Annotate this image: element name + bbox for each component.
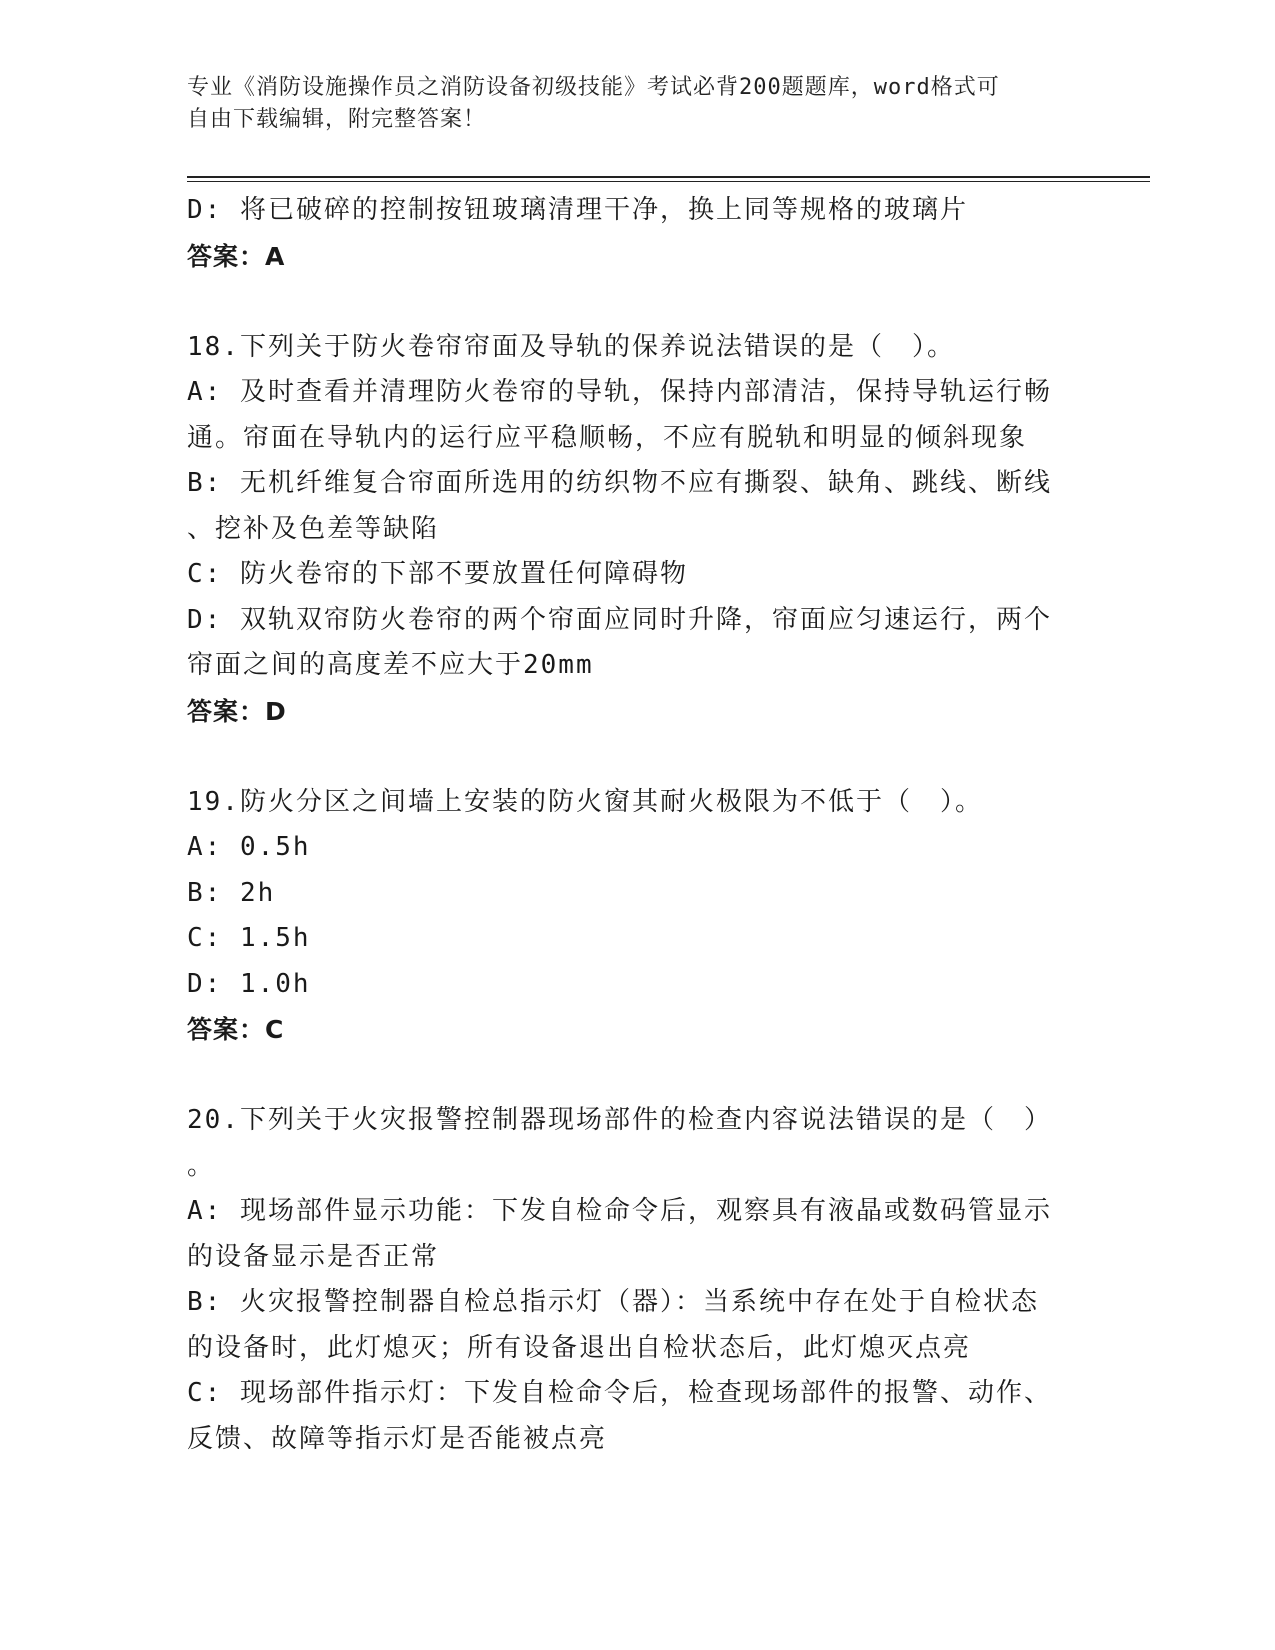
- option-d: D: 双轨双帘防火卷帘的两个帘面应同时升降，帘面应匀速运行，两个: [187, 604, 1052, 635]
- option-d: D: 将已破碎的控制按钮玻璃清理干净，换上同等规格的玻璃片: [187, 195, 968, 225]
- header-rule-thick: [187, 176, 1150, 178]
- spacer: [187, 279, 1087, 325]
- page-header: [187, 72, 1067, 136]
- spacer: [187, 734, 1087, 780]
- question-19: [187, 780, 1087, 1053]
- option-b: B: 火灾报警控制器自检总指示灯（器）：当系统中存在处于自检状态: [187, 1287, 1039, 1317]
- question-18: [187, 325, 1087, 735]
- option-c: C: 1.5h: [187, 923, 311, 953]
- question-stem: 20.下列关于火灾报警控制器现场部件的检查内容说法错误的是（ ）: [187, 1105, 1052, 1135]
- option-a: A: 现场部件显示功能：下发自检命令后，观察具有液晶或数码管显示: [187, 1196, 1052, 1226]
- option-a-cont: 通。帘面在导轨内的运行应平稳顺畅，不应有脱轨和明显的倾斜现象: [187, 422, 1028, 453]
- header-rule-thin: [187, 181, 1150, 182]
- question-stem-cont: 。: [187, 1150, 216, 1181]
- option-d-cont: 帘面之间的高度差不应大于20mm: [187, 650, 594, 680]
- option-b-cont: 、挖补及色差等缺陷: [187, 513, 440, 544]
- option-d: D: 1.0h: [187, 968, 311, 999]
- answer-label: 答案：A: [187, 241, 286, 271]
- question-stem: 19.防火分区之间墙上安装的防火窗其耐火极限为不低于（ ）。: [187, 786, 983, 817]
- option-b: B: 无机纤维复合帘面所选用的纺织物不应有撕裂、缺角、跳线、断线: [187, 468, 1052, 498]
- option-a: A: 0.5h: [187, 832, 311, 862]
- question-20: [187, 1098, 1087, 1462]
- option-a: A: 及时查看并清理防火卷帘的导轨，保持内部清洁，保持导轨运行畅: [187, 377, 1052, 407]
- question-stem: 18.下列关于防火卷帘帘面及导轨的保养说法错误的是（ ）。: [187, 331, 955, 362]
- option-b-cont: 的设备时，此灯熄灭；所有设备退出自检状态后，此灯熄灭点亮: [187, 1332, 972, 1363]
- option-b: B: 2h: [187, 877, 276, 908]
- option-c-cont: 反馈、故障等指示灯是否能被点亮: [187, 1423, 608, 1454]
- option-c: C: 现场部件指示灯：下发自检命令后，检查现场部件的报警、动作、: [187, 1378, 1052, 1408]
- question-17-tail: [187, 188, 1087, 279]
- document-body: [187, 188, 1087, 1462]
- header-line-2: 自由下载编辑，附完整答案！: [187, 107, 487, 132]
- spacer: [187, 1053, 1087, 1099]
- option-a-cont: 的设备显示是否正常: [187, 1241, 440, 1272]
- header-line-1: 专业《消防设施操作员之消防设备初级技能》考试必背200题题库，word格式可: [187, 75, 1000, 100]
- answer-label: 答案：C: [187, 1015, 285, 1044]
- answer-label: 答案：D: [187, 696, 287, 726]
- option-c: C: 防火卷帘的下部不要放置任何障碍物: [187, 559, 688, 589]
